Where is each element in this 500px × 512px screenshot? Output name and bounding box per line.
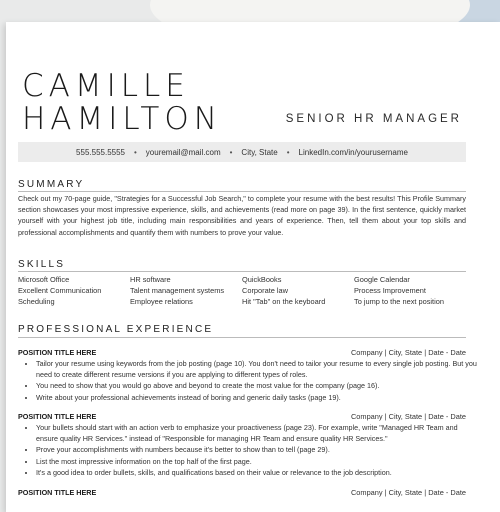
position-title: POSITION TITLE HERE: [18, 488, 97, 497]
skill-item: Process Improvement: [354, 286, 426, 296]
skills-grid: [18, 274, 468, 308]
first-name: CAMILLE: [22, 68, 190, 104]
skill-item: Google Calendar: [354, 275, 410, 284]
bullet-item: • Prove your accomplishments with numbers because it's better to show than to tell (page 29).: [36, 444, 480, 455]
skill-item: Employee relations: [130, 297, 193, 307]
job-header: [18, 412, 466, 421]
job-header: [18, 488, 466, 497]
skills-rule: [18, 271, 466, 272]
email-text: youremail@mail.com: [145, 147, 221, 157]
candidate-name: [22, 70, 222, 136]
job-meta: Company | City, State | Date - Date: [350, 488, 466, 497]
bullet-item: • Tailor your resume using keywords from the job posting (page 10). You don't need to tailor your resume to every single job posting. But you need to create different resume versions if you are applying to different types of roles.: [36, 358, 480, 380]
bullet-item: • Write about your professional achievements instead of boring and generic daily tasks (page 19).: [36, 392, 480, 403]
skill-item: Talent management systems: [130, 286, 225, 296]
skill-item: Corporate law: [242, 286, 289, 296]
bullet-item: • Your bullets should start with an action verb to emphasize your proactiveness (page 23). For example, write "Managed HR Team and ensure quality HR Services." instead of "Responsible for managing HR Team and ensure quality HR Services.": [36, 422, 480, 444]
job-meta: Company | City, State | Date - Date: [350, 412, 466, 421]
job-header: [18, 348, 466, 357]
position-title: POSITION TITLE HERE: [18, 348, 97, 357]
bullet-item: • It's a good idea to order bullets, skills, and qualifications based on their value or relevance to the job description.: [36, 467, 480, 478]
skill-item: HR software: [130, 275, 171, 284]
last-name: HAMILTON: [22, 101, 222, 137]
experience-rule: [18, 337, 466, 338]
experience-heading: PROFESSIONAL EXPERIENCE: [18, 324, 214, 335]
skill-item: Hit "Tab" on the keyboard: [242, 297, 326, 307]
job-bullets: [22, 422, 480, 478]
separator: •: [229, 147, 233, 157]
separator: •: [133, 147, 137, 157]
skills-heading: SKILLS: [18, 259, 66, 270]
phone-text: 555.555.5555: [76, 147, 125, 157]
summary-text: Check out my 70-page guide, "Strategies for a Successful Job Search," to complete your resume with the best results! This Profile Summary section showcases your most impressive experience, skills, and achievements (read more on page 39). In the first sentence, quickly market yourself with your highest job title, including main responsibilities and years of experience. Then, tell them about your top skills and professional accomplishments and quantify them with numbers to prove your value.: [18, 194, 466, 237]
bullet-item: • You need to show that you would go above and beyond to create the most value for the company (page 16).: [36, 380, 480, 391]
separator: •: [286, 147, 290, 157]
contact-bar: [18, 142, 466, 162]
bullet-item: • List the most impressive information on the top half of the first page.: [36, 456, 480, 467]
job-meta: Company | City, State | Date - Date: [350, 348, 466, 357]
position-title: POSITION TITLE HERE: [18, 412, 97, 421]
skill-item: To jump to the next position: [354, 297, 444, 307]
skill-item: Excellent Communication: [18, 286, 102, 296]
summary-rule: [18, 191, 466, 192]
skill-item: Scheduling: [18, 297, 55, 307]
linkedin-text: LinkedIn.com/in/yourusername: [298, 147, 408, 157]
summary-heading: SUMMARY: [18, 179, 85, 190]
job-title: SENIOR HR MANAGER: [285, 113, 462, 125]
job-bullets: [22, 358, 480, 403]
skill-item: Microsoft Office: [18, 275, 70, 284]
location-text: City, State: [241, 147, 278, 157]
skill-item: QuickBooks: [242, 275, 282, 284]
